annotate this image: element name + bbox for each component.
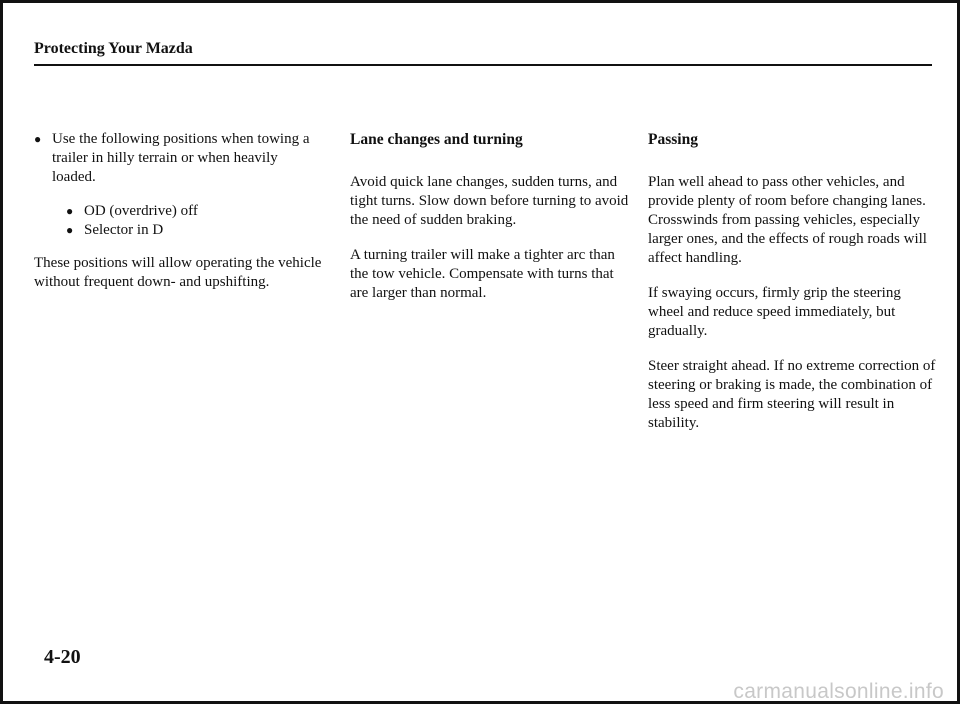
bullet-text: Use the following positions when towing a trailer in hilly terrain or when heavily loaded. — [52, 131, 310, 185]
sub-bullet-item — [66, 221, 324, 240]
bullet-icon: ● — [66, 204, 74, 218]
column-3 — [648, 130, 938, 449]
bullet-item — [34, 130, 324, 187]
paragraph: These positions will allow operating the vehicle without frequent down- and upshifting. — [34, 255, 322, 290]
paragraph-line: Crosswinds from passing vehicles, especially larger ones, and the effects of rough roads will affect handling. — [648, 212, 927, 266]
paragraph: A turning trailer will make a tighter arc than the tow vehicle. Compensate with turns that are larger than normal. — [350, 247, 615, 301]
header-divider — [34, 64, 932, 66]
paragraph — [648, 173, 938, 268]
paragraph-line: Plan well ahead to pass other vehicles, and provide plenty of room before changing lanes. — [648, 174, 926, 209]
sub-bullet-text: OD (overdrive) off — [84, 203, 198, 219]
column-1 — [34, 130, 324, 308]
sub-bullet-list — [66, 202, 324, 240]
sub-bullet-text: Selector in D — [84, 222, 164, 238]
column-2 — [350, 130, 635, 319]
paragraph: If swaying occurs, firmly grip the steering wheel and reduce speed immediately, but gradually. — [648, 285, 901, 339]
paragraph: Steer straight ahead. If no extreme correction of steering or braking is made, the combination of less speed and firm steering will result in stability. — [648, 358, 936, 431]
bullet-icon: ● — [34, 132, 42, 146]
section-heading: Lane changes and turning — [350, 131, 523, 148]
section-heading: Passing — [648, 131, 698, 148]
paragraph: Avoid quick lane changes, sudden turns, and tight turns. Slow down before turning to avoid the need of sudden braking. — [350, 174, 629, 228]
page-number: 4-20 — [44, 646, 81, 668]
page-header-title: Protecting Your Mazda — [34, 40, 193, 57]
watermark-text: carmanualsonline.info — [733, 680, 944, 703]
sub-bullet-item — [66, 202, 324, 221]
bullet-icon: ● — [66, 223, 74, 237]
